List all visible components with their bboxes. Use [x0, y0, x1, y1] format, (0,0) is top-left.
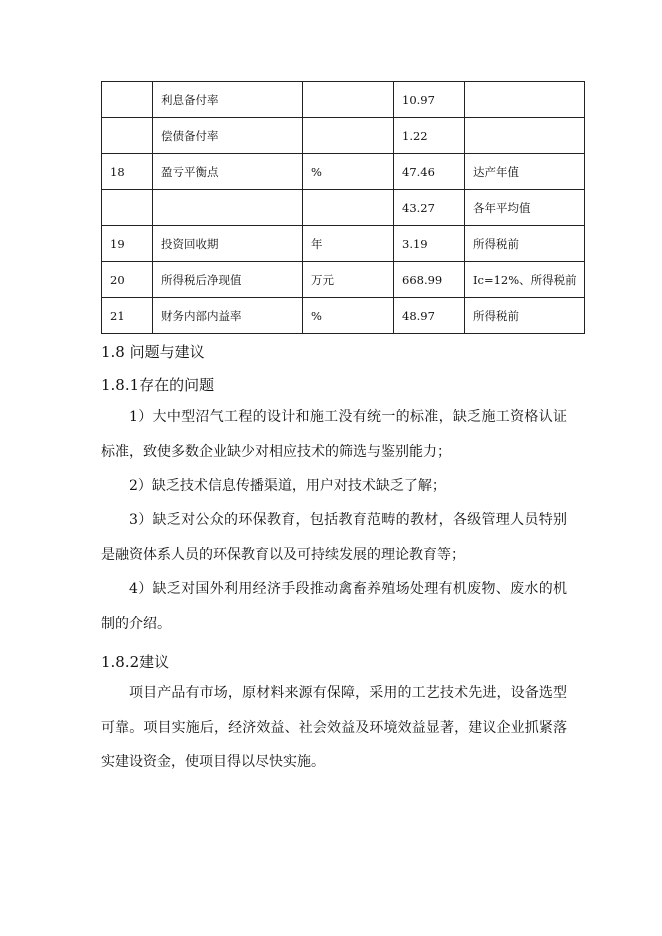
financial-indicators-table [101, 81, 585, 334]
row-value: 43.27 [394, 190, 465, 226]
problem-item-3: 3）缺乏对公众的环保教育，包括教育范畴的教材，各级管理人员特别是融资体系人员的环保教育以及可持续发展的理论教育等； [101, 512, 567, 563]
row-item: 所得税后净现值 [153, 262, 303, 298]
row-value: 668.99 [394, 262, 465, 298]
row-value: 1.22 [394, 118, 465, 154]
subsection-title-suggestions: 1.8.2建议 [101, 653, 170, 671]
problem-item-1: 1）大中型沼气工程的设计和施工没有统一的标准，缺乏施工资格认证标准，致使多数企业缺少对相应技术的筛选与鉴别能力； [101, 409, 567, 460]
section-title: 1.8 问题与建议 [101, 343, 205, 361]
row-number: 21 [102, 298, 153, 334]
row-item: 偿债备付率 [153, 118, 303, 154]
row-item: 盈亏平衡点 [153, 154, 303, 190]
row-value: 48.97 [394, 298, 465, 334]
row-note [465, 82, 585, 118]
suggestion-paragraph: 项目产品有市场，原材料来源有保障，采用的工艺技术先进，设备选型可靠。项目实施后，经济效益、社会效益及环境效益显著，建议企业抓紧落实建设资金，使项目得以尽快实施。 [101, 685, 567, 770]
row-value: 10.97 [394, 82, 465, 118]
row-number [102, 118, 153, 154]
row-item: 投资回收期 [153, 226, 303, 262]
row-note: 达产年值 [465, 154, 585, 190]
row-note: 所得税前 [465, 226, 585, 262]
row-unit: % [303, 298, 394, 334]
table-row [102, 298, 585, 334]
table-row [102, 190, 585, 226]
table-row [102, 118, 585, 154]
row-number [102, 190, 153, 226]
problem-item-4: 4）缺乏对国外利用经济手段推动禽畜养殖场处理有机废物、废水的机制的介绍。 [101, 581, 567, 632]
subsection-title-problems: 1.8.1存在的问题 [101, 376, 215, 394]
row-unit: 万元 [303, 262, 394, 298]
row-unit: 年 [303, 226, 394, 262]
row-unit [303, 82, 394, 118]
row-note [465, 118, 585, 154]
row-item [153, 190, 303, 226]
row-unit: % [303, 154, 394, 190]
table-row [102, 226, 585, 262]
row-number: 19 [102, 226, 153, 262]
table-row [102, 154, 585, 190]
row-note: 各年平均值 [465, 190, 585, 226]
row-note: Ic=12%、所得税前 [465, 262, 585, 298]
row-number [102, 82, 153, 118]
table-row [102, 262, 585, 298]
row-item: 财务内部内益率 [153, 298, 303, 334]
row-unit [303, 118, 394, 154]
problem-item-2: 2）缺乏技术信息传播渠道，用户对技术缺乏了解； [129, 478, 446, 494]
row-number: 18 [102, 154, 153, 190]
row-unit [303, 190, 394, 226]
row-note: 所得税前 [465, 298, 585, 334]
row-value: 3.19 [394, 226, 465, 262]
table-row [102, 82, 585, 118]
row-number: 20 [102, 262, 153, 298]
row-item: 利息备付率 [153, 82, 303, 118]
row-value: 47.46 [394, 154, 465, 190]
